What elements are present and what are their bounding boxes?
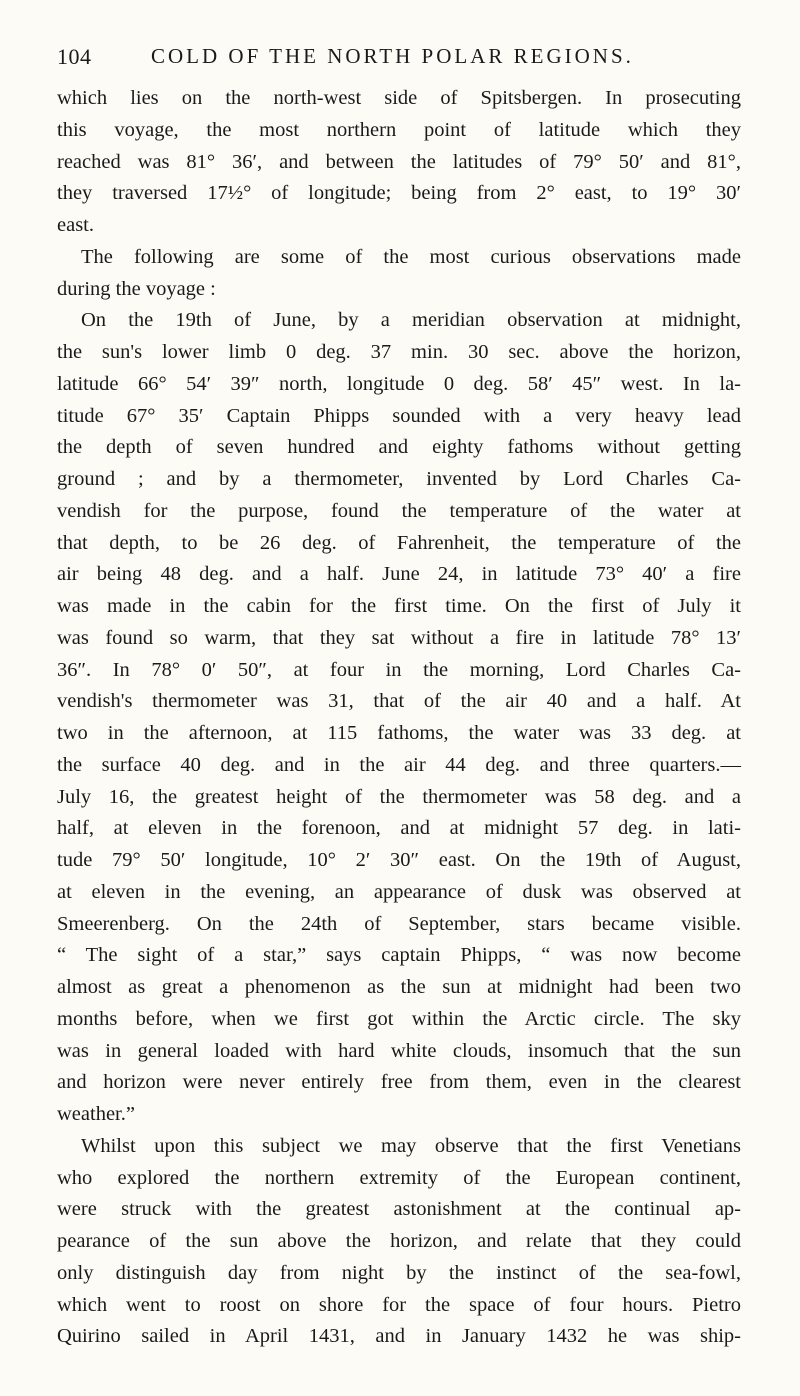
- text-line: who explored the northern extremity of the European continent,: [57, 1167, 741, 1189]
- text-line: which lies on the north-west side of Spitsbergen. In prosecuting: [57, 87, 741, 109]
- page-number: 104: [57, 44, 92, 69]
- text-line: On the 19th of June, by a meridian observation at midnight,: [81, 309, 741, 331]
- text-line: ground ; and by a thermometer, invented by Lord Charles Ca-: [57, 468, 741, 490]
- text-line: two in the afternoon, at 115 fathoms, the water was 33 deg. at: [57, 722, 741, 744]
- text-line: July 16, the greatest height of the thermometer was 58 deg. and a: [57, 786, 741, 808]
- text-line: they traversed 17½° of longitude; being from 2° east, to 19° 30′: [57, 182, 741, 204]
- text-line: the depth of seven hundred and eighty fathoms without getting: [57, 436, 741, 458]
- text-line: reached was 81° 36′, and between the latitudes of 79° 50′ and 81°,: [57, 151, 741, 173]
- text-line: was made in the cabin for the first time. On the first of July it: [57, 595, 741, 617]
- text-line: air being 48 deg. and a half. June 24, in latitude 73° 40′ a fire: [57, 563, 741, 585]
- running-title: COLD OF THE NORTH POLAR REGIONS.: [151, 44, 634, 68]
- text-line: that depth, to be 26 deg. of Fahrenheit, the temperature of the: [57, 532, 741, 554]
- text-line: Whilst upon this subject we may observe that the first Venetians: [81, 1135, 741, 1157]
- text-line: half, at eleven in the forenoon, and at midnight 57 deg. in lati-: [57, 817, 741, 839]
- text-line: the sun's lower limb 0 deg. 37 min. 30 sec. above the horizon,: [57, 341, 741, 363]
- text-line: weather.”: [57, 1103, 135, 1125]
- running-head: [57, 44, 757, 72]
- text-line: was in general loaded with hard white clouds, insomuch that the sun: [57, 1040, 741, 1062]
- text-line: this voyage, the most northern point of latitude which they: [57, 119, 741, 141]
- text-line: Quirino sailed in April 1431, and in January 1432 he was ship-: [57, 1325, 741, 1347]
- text-line: the surface 40 deg. and in the air 44 deg. and three quarters.—: [57, 754, 741, 776]
- text-line: was found so warm, that they sat without a fire in latitude 78° 13′: [57, 627, 741, 649]
- text-line: almost as great a phenomenon as the sun at midnight had been two: [57, 976, 741, 998]
- text-line: only distinguish day from night by the instinct of the sea-fowl,: [57, 1262, 741, 1284]
- text-line: latitude 66° 54′ 39″ north, longitude 0 deg. 58′ 45″ west. In la-: [57, 373, 741, 395]
- text-line: The following are some of the most curious observations made: [81, 246, 741, 268]
- text-line: which went to roost on shore for the space of four hours. Pietro: [57, 1294, 741, 1316]
- text-line: Smeerenberg. On the 24th of September, stars became visible.: [57, 913, 741, 935]
- text-line: and horizon were never entirely free from them, even in the clearest: [57, 1071, 741, 1093]
- text-line: “ The sight of a star,” says captain Phipps, “ was now become: [57, 944, 741, 966]
- text-line: were struck with the greatest astonishment at the continual ap-: [57, 1198, 741, 1220]
- text-line: vendish's thermometer was 31, that of the air 40 and a half. At: [57, 690, 741, 712]
- text-line: east.: [57, 214, 94, 236]
- text-line: tude 79° 50′ longitude, 10° 2′ 30″ east. On the 19th of August,: [57, 849, 741, 871]
- text-line: months before, when we first got within the Arctic circle. The sky: [57, 1008, 741, 1030]
- text-line: 36″. In 78° 0′ 50″, at four in the morning, Lord Charles Ca-: [57, 659, 741, 681]
- text-line: during the voyage :: [57, 278, 216, 300]
- text-line: at eleven in the evening, an appearance of dusk was observed at: [57, 881, 741, 903]
- text-line: titude 67° 35′ Captain Phipps sounded with a very heavy lead: [57, 405, 741, 427]
- text-line: pearance of the sun above the horizon, and relate that they could: [57, 1230, 741, 1252]
- text-line: vendish for the purpose, found the temperature of the water at: [57, 500, 741, 522]
